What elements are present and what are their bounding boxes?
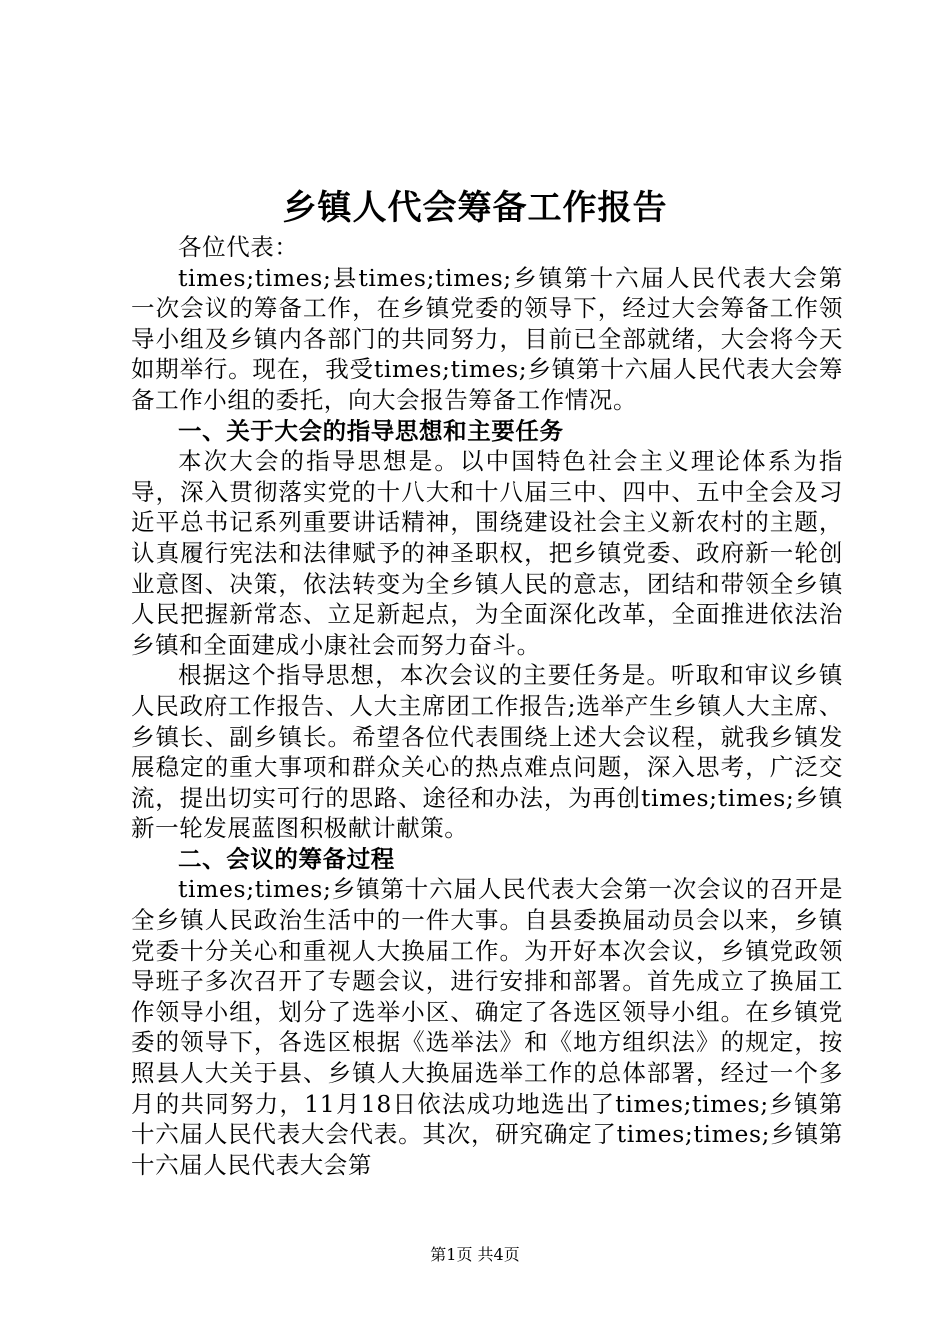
paragraph-main-tasks: 根据这个指导思想，本次会议的主要任务是。听取和审议乡镇人民政府工作报告、人大主席团工作报告;选举产生乡镇人大主席、乡镇长、副乡镇长。希望各位代表围绕上述大会议程，就我乡镇发展稳定的重大事项和群众关心的热点难点问题，深入思考，广泛交流，提出切实可行的思路、途径和办法，为再创times;times;乡镇新一轮发展蓝图积极献计献策。 [131,661,843,843]
paragraph-preparation: times;times;乡镇第十六届人民代表大会第一次会议的召开是全乡镇人民政治生活中的一件大事。自县委换届动员会以来，乡镇党委十分关心和重视人大换届工作。为开好本次会议，乡镇党政领导班子多次召开了专题会议，进行安排和部署。首先成立了换届工作领导小组，划分了选举小区、确定了各选区领导小组。在乡镇党委的领导下，各选区根据《选举法》和《地方组织法》的规定，按照县人大关于县、乡镇人大换届选举工作的总体部署，经过一个多月的共同努力，11月18日依法成功地选出了times;times;乡镇第十六届人民代表大会代表。其次，研究确定了times;times;乡镇第十六届人民代表大会第 [131,875,843,1179]
section-heading-2: 二、会议的筹备过程 [178,844,395,873]
greeting: 各位代表： [178,233,299,261]
section-heading-1: 一、关于大会的指导思想和主要任务 [178,416,564,445]
document-body [131,232,843,1180]
paragraph-guiding-thought: 本次大会的指导思想是。以中国特色社会主义理论体系为指导，深入贯彻落实党的十八大和十八届三中、四中、五中全会及习近平总书记系列重要讲话精神，围绕建设社会主义新农村的主题，认真履行宪法和法律赋予的神圣职权，把乡镇党委、政府新一轮创业意图、决策，依法转变为全乡镇人民的意志，团结和带领全乡镇人民把握新常态、立足新起点，为全面深化改革，全面推进依法治乡镇和全面建成小康社会而努力奋斗。 [131,447,843,659]
document-title: 乡镇人代会筹备工作报告 [282,188,668,228]
paragraph-intro: times;times;县times;times;乡镇第十六届人民代表大会第一次会议的筹备工作，在乡镇党委的领导下，经过大会筹备工作领导小组及乡镇内各部门的共同努力，目前已全部就绪，大会将今天如期举行。现在，我受times;times;乡镇第十六届人民代表大会筹备工作小组的委托，向大会报告筹备工作情况。 [131,263,843,414]
page-number-footer: 第1页 共4页 [430,1245,520,1264]
